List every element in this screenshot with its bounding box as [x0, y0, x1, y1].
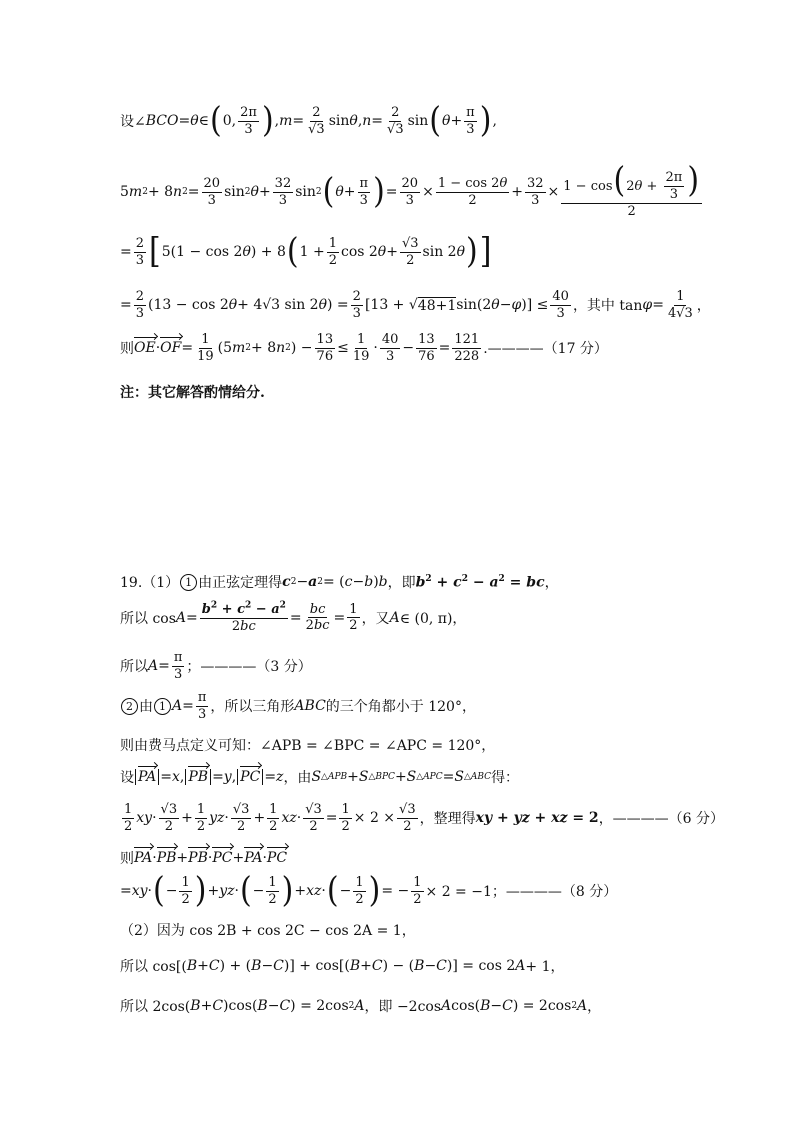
line-10: 2 由 1 A = $\frac{\pi}{3}$ ，所以三角形 ABC 的三个角都小于 120°，: [120, 691, 476, 721]
line-2: 5 m 2 + 8 n 2 = $\frac{20}{3}$ sin 2 θ + $\frac{32}{3}$ sin 2 ( θ + $\frac{\pi}{3}$ ) = $\frac{20}{3}$ × $\frac{1 - \cos 2\theta}{2}$ + $\frac{32}{3}$ × 1 − cos(2θ + $\frac{2\pi}{3}$ ) 2: [120, 166, 704, 218]
line-13: $\frac{1}{2}$ xy · $\frac{√3}{2}$ + $\frac{1}{2}$ yz · $\frac{√3}{2}$ + $\frac{1}{2}$ xz · $\frac{√3}{2}$ = $\frac{1}{2}$ × 2 × $\frac{√3}{2}$ ，整理得 xy + yz + xz = 2 ，————（6 分）: [124, 802, 725, 834]
line-4: = $\frac{2}{3}$ (13 − cos 2 θ + 4√3 sin 2 θ ) = $\frac{2}{3}$ [13 + √ 48+1 sin(2 θ − φ )] ≤ $\frac{40}{3}$ ，其中 tan φ = $\frac{1}{4√3}$ ，: [120, 289, 711, 321]
line-15: = xy · ( − $\frac{1}{2}$ ) + yz · ( − $\frac{1}{2}$ ) + xz · ( − $\frac{1}{2}$ ) = − $\frac{1}{2}$ × 2 = −1；————（8 分）: [120, 870, 618, 911]
line-8: 所以 cos A = $\frac{b^2 + c^2 - a^2}{2bc}$ = $\frac{bc}{2bc}$ = $\frac{1}{2}$ ，又 A ∈ (0, π)，: [120, 601, 467, 634]
line-14: 则 PA · PB + PB · PC + PA · PC: [120, 850, 288, 867]
line-18: 所以 2cos( B + C )cos( B − C ) = 2cos 2 A ，即 −2cos A cos( B − C ) = 2cos 2 A ，: [120, 998, 602, 1015]
note-line: 注：其它解答酌情给分.: [120, 385, 265, 401]
line-9: 所以 A = $\frac{\pi}{3}$ ；————（3 分）: [120, 650, 312, 682]
line-1: 设∠ BCO = θ ∈ ( 0, $\frac{2\pi}{3}$ ) , m = $\frac{2}{√3}$ sin θ , n = $\frac{2}{√3}$ sin ( θ + $\frac{\pi}{3}$ ) ,: [120, 100, 497, 141]
line-5: 则 OE · OF = $\frac{1}{19}$ (5 m 2 + 8 n 2 ) − $\frac{13}{76}$ ≤ $\frac{1}{19}$ · $\frac{40}{3}$ − $\frac{13}{76}$ = $\frac{121}{228}$ .————（17 分）: [120, 332, 608, 364]
line-16: （2）因为 cos 2B + cos 2C − cos 2A = 1，: [120, 923, 416, 939]
line-3: = $\frac{2}{3}$ [ 5(1 − cos 2 θ ) + 8 ( 1 + $\frac{1}{2}$ cos 2 θ + $\frac{√3}{2}$ sin 2 θ ) ]: [120, 231, 492, 272]
line-12: 设 PA = x , PB = y , PC = z ，由 S △APB + S △BPC + S △APC = S △ABC 得：: [120, 769, 520, 786]
line-11: 则由费马点定义可知：∠APB = ∠BPC = ∠APC = 120°，: [120, 738, 496, 754]
line-17: 所以 cos[( B + C ) + ( B − C )] + cos[( B + C ) − ( B − C )] = cos 2 A + 1，: [120, 958, 565, 975]
line-7: 19.（1） 1 由正弦定理得 c 2 − a 2 = ( c − b ) b ，即 $b^2 + c^2 - a^2$ = bc ，: [120, 573, 559, 591]
